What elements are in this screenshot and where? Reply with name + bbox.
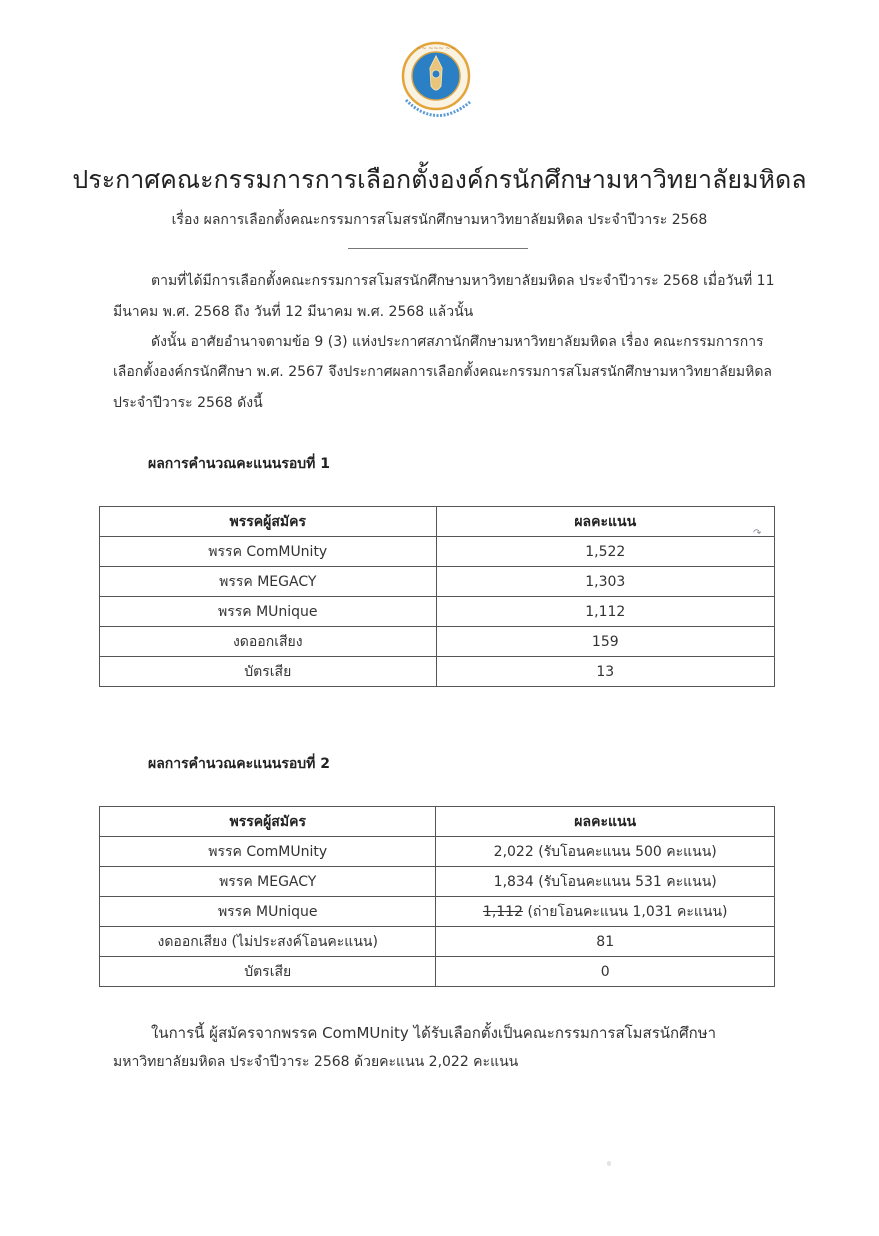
table-row [100, 837, 775, 867]
score-cell: 159 [436, 627, 774, 657]
intro-para1-line2: มีนาคม พ.ศ. 2568 ถึง วันที่ 12 มีนาคม พ.ศ. 2568 แล้วนั้น [113, 304, 474, 320]
party-cell: พรรค ComMUnity [100, 537, 437, 567]
stray-pen-mark-icon: ↷ [753, 528, 762, 539]
page-subject: เรื่อง ผลการเลือกตั้งคณะกรรมการสโมสรนักศึกษามหาวิทยาลัยมหิดล ประจำปีวาระ 2568 [171, 212, 708, 228]
round1-results-table [99, 506, 775, 687]
table-row [100, 597, 775, 627]
table-row [100, 927, 775, 957]
round2-heading: ผลการคำนวณคะแนนรอบที่ 2 [148, 756, 330, 772]
scan-speck [607, 1161, 611, 1166]
conclusion-line1: ในการนี้ ผู้สมัครจากพรรค ComMUnity ได้รับเลือกตั้งเป็นคณะกรรมการสโมสรนักศึกษา [151, 1024, 717, 1042]
score-cell: 1,303 [436, 567, 774, 597]
score-value: 81 [596, 933, 615, 950]
party-cell: พรรค MUnique [100, 597, 437, 627]
score-value: (ถ่ายโอนคะแนน 1,031 คะแนน) [523, 903, 728, 920]
table-row [100, 537, 775, 567]
university-seal-logo [386, 38, 492, 138]
table-row [100, 627, 775, 657]
score-cell [436, 927, 775, 957]
intro-para2-line2: เลือกตั้งองค์กรนักศึกษา พ.ศ. 2567 จึงประกาศผลการเลือกตั้งคณะกรรมการสโมสรนักศึกษามหาวิทยาลัยมหิดล [113, 364, 772, 380]
column-header-party: พรรคผู้สมัคร [100, 807, 436, 837]
table-row [100, 897, 775, 927]
seal-icon [386, 38, 492, 138]
page-title: ประกาศคณะกรรมการการเลือกตั้งองค์กรนักศึกษามหาวิทยาลัยมหิดล [72, 165, 807, 194]
table-header-row [100, 507, 775, 537]
party-cell: งดออกเสียง (ไม่ประสงค์โอนคะแนน) [100, 927, 436, 957]
svg-text:~~ ~~~ ~~: ~~ ~~~ ~~ [416, 45, 456, 52]
column-header-score: ผลคะแนน [436, 807, 775, 837]
party-cell: พรรค ComMUnity [100, 837, 436, 867]
round1-heading: ผลการคำนวณคะแนนรอบที่ 1 [148, 456, 330, 472]
round2-results-table [99, 806, 775, 987]
score-value: 2,022 (รับโอนคะแนน 500 คะแนน) [493, 843, 717, 860]
intro-para2-line1: ดังนั้น อาศัยอำนาจตามข้อ 9 (3) แห่งประกาศสภานักศึกษามหาวิทยาลัยมหิดล เรื่อง คณะกรรมการการ [151, 334, 764, 350]
column-header-party: พรรคผู้สมัคร [100, 507, 437, 537]
score-value: 0 [600, 963, 610, 980]
party-cell: งดออกเสียง [100, 627, 437, 657]
conclusion-line2: มหาวิทยาลัยมหิดล ประจำปีวาระ 2568 ด้วยคะแนน 2,022 คะแนน [113, 1054, 519, 1070]
table-row [100, 567, 775, 597]
struck-score: 1,112 [482, 903, 524, 920]
party-cell: บัตรเสีย [100, 957, 436, 987]
table-row [100, 657, 775, 687]
score-value: 1,834 (รับโอนคะแนน 531 คะแนน) [493, 873, 717, 890]
score-cell [436, 897, 775, 927]
score-cell [436, 867, 775, 897]
table-row [100, 957, 775, 987]
party-cell: พรรค MEGACY [100, 567, 437, 597]
intro-para1-line1: ตามที่ได้มีการเลือกตั้งคณะกรรมการสโมสรนักศึกษามหาวิทยาลัยมหิดล ประจำปีวาระ 2568 เมื่อวันที่ 11 [151, 273, 775, 289]
score-cell: 1,112 [436, 597, 774, 627]
column-header-score: ผลคะแนน [436, 507, 774, 537]
party-cell: พรรค MUnique [100, 897, 436, 927]
party-cell: บัตรเสีย [100, 657, 437, 687]
party-cell: พรรค MEGACY [100, 867, 436, 897]
intro-para2-line3: ประจำปีวาระ 2568 ดังนี้ [113, 395, 263, 411]
table-header-row [100, 807, 775, 837]
score-cell [436, 837, 775, 867]
score-cell: 13 [436, 657, 774, 687]
table-row [100, 867, 775, 897]
score-cell: 1,522 [436, 537, 774, 567]
title-divider [348, 248, 528, 249]
score-cell [436, 957, 775, 987]
